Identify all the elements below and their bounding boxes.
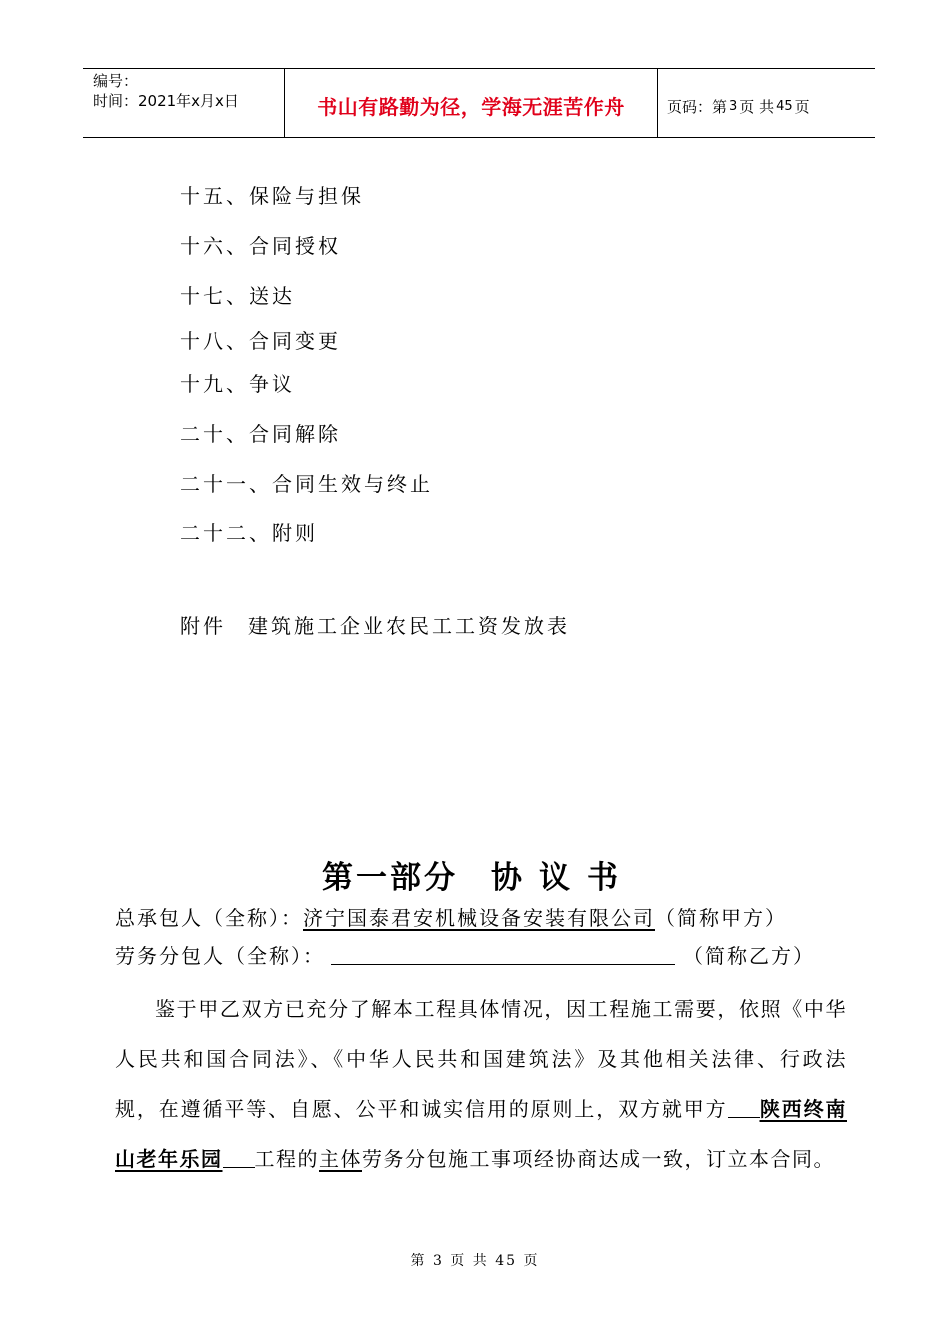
header-page-info xyxy=(658,69,875,137)
work-scope: 主体 xyxy=(319,1147,362,1171)
toc-item-16: 十六、合同授权 xyxy=(180,234,341,258)
section-word-3: 书 xyxy=(587,860,621,896)
header-time: 时间：2021年x月x日 xyxy=(93,92,239,110)
page-number: 3 xyxy=(729,98,738,114)
attachment-label: 附件 xyxy=(180,614,226,638)
section-word-1: 协 xyxy=(491,860,525,896)
body-text-2: 工程的 xyxy=(254,1147,319,1171)
body-text-3: 劳务分包施工事项经协商达成一致，订立本合同。 xyxy=(362,1147,835,1171)
agreement-paragraph xyxy=(115,984,847,1184)
header-meta xyxy=(83,69,285,137)
attachment-line xyxy=(180,610,570,639)
contractor-name: 济宁国泰君安机械设备安装有限公司 xyxy=(303,906,655,930)
subcontractor-label: 劳务分包人（全称）： xyxy=(115,944,325,968)
page-total: 45 xyxy=(776,98,793,114)
attachment-title: 建筑施工企业农民工工资发放表 xyxy=(248,614,570,638)
page-suffix: 页 xyxy=(794,97,810,116)
toc-item-21: 二十一、合同生效与终止 xyxy=(180,472,433,496)
contractor-label: 总承包人（全称）： xyxy=(115,906,303,930)
page-header xyxy=(83,68,875,138)
project-underline-pad-end xyxy=(223,1149,255,1168)
body-text-1: 鉴于甲乙双方已充分了解本工程具体情况，因工程施工需要，依照《中华人民共和国合同法》、《中华人民共和国建筑法》及其他相关法律、行政法规，在遵循平等、自愿、公平和诚实信用的原则上，双方就甲方 xyxy=(115,997,847,1121)
subcontractor-suffix: （简称乙方） xyxy=(683,944,815,968)
toc-item-15: 十五、保险与担保 xyxy=(180,184,364,208)
page-prefix: 页码：第 xyxy=(667,97,728,116)
project-underline-pad xyxy=(728,1099,760,1118)
contractor-line xyxy=(115,902,787,931)
subcontractor-name-blank xyxy=(331,946,675,965)
page-mid: 页 共 xyxy=(739,97,775,116)
toc-item-22: 二十二、附则 xyxy=(180,521,318,545)
section-title xyxy=(0,852,950,897)
header-number: 编号： xyxy=(93,72,139,90)
toc-item-20: 二十、合同解除 xyxy=(180,422,341,446)
section-part: 第一部分 xyxy=(322,860,458,896)
toc-item-19: 十九、争议 xyxy=(180,372,295,396)
page-footer: 第 3 页 共 45 页 xyxy=(410,1253,540,1269)
header-motto: 书山有路勤为径，学海无涯苦作舟 xyxy=(285,69,658,137)
project-name: 陕西终南山老年乐园 xyxy=(115,1097,847,1171)
contractor-suffix: （简称甲方） xyxy=(655,906,787,930)
toc-item-18: 十八、合同变更 xyxy=(180,329,341,353)
toc-item-17: 十七、送达 xyxy=(180,284,295,308)
subcontractor-line xyxy=(115,940,815,969)
section-word-2: 议 xyxy=(539,860,573,896)
